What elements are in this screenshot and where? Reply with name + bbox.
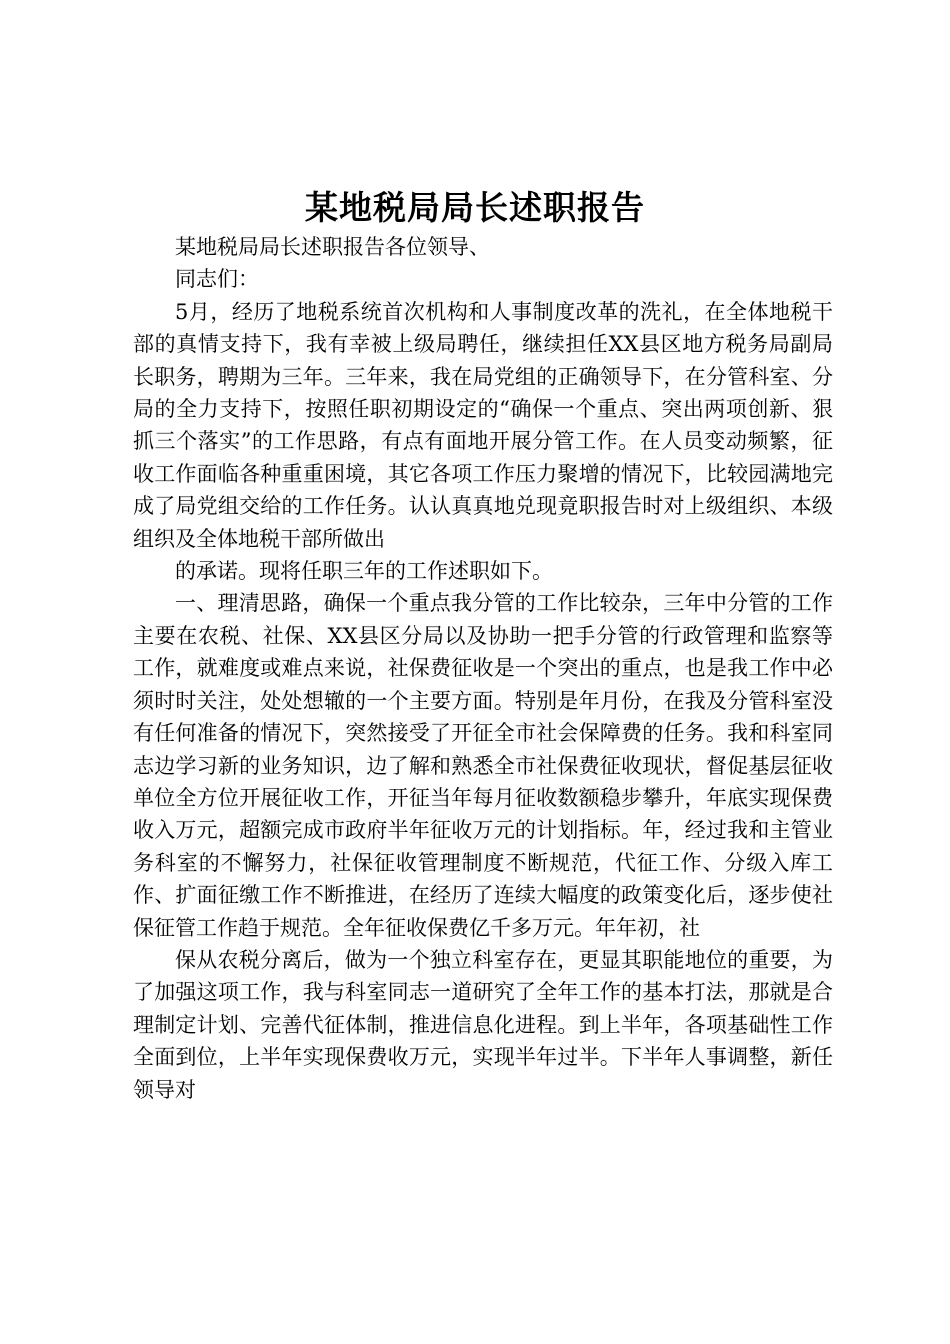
document-body [133,231,833,1106]
salutation-line: 某地税局局长述职报告各位领导、 [175,235,490,259]
document-title: 某地税局局长述职报告 [305,188,645,227]
body-paragraph: 5月，经历了地税系统首次机构和人事制度改革的洗礼，在全体地税干部的真情支持下，我有幸被上级局聘任，继续担任XX县区地方税务局副局长职务，聘期为三年。三年来，我在局党组的正确领导下，在分管科室、分局的全力支持下，按照任职初期设定的“确保一个重点、突出两项创新、狠抓三个落实”的工作思路，有点有面地开展分管工作。在人员变动频繁，征收工作面临各种重重困境，其它各项工作压力聚增的情况下，比较园满地完成了局党组交给的工作任务。认认真真地兑现竟职报告时对上级组织、本级组织及全体地税干部所做出 [133,299,833,551]
salutation-continuation: 同志们： [175,267,259,292]
body-paragraph: 一、理清思路，确保一个重点我分管的工作比较杂，三年中分管的工作主要在农税、社保、XX县区分局以及协助一把手分管的行政管理和监察等工作，就难度或难点来说，社保费征收是一个突出的重点，也是我工作中必须时时关注，处处想辙的一个主要方面。特别是年月份，在我及分管科室没有任何准备的情况下，突然接受了开征全市社会保障费的任务。我和科室同志边学习新的业务知识，边了解和熟悉全市社保费征收现状，督促基层征收单位全方位开展征收工作，开征当年每月征收数额稳步攀升，年底实现保费收入万元，超额完成市政府半年征收万元的计划指标。年，经过我和主管业务科室的不懈努力，社保征收管理制度不断规范，代征工作、分级入库工作、扩面征缴工作不断推进，在经历了连续大幅度的政策变化后，逐步使社保征管工作趋于规范。全年征收保费亿千多万元。年年初，社 [133,591,833,940]
body-paragraph: 保从农税分离后，做为一个独立科室存在，更显其职能地位的重要，为了加强这项工作，我与科室同志一道研究了全年工作的基本打法，那就是合理制定计划、完善代征体制，推进信息化进程。到上半年，各项基础性工作全面到位，上半年实现保费收万元，实现半年过半。下半年人事调整，新任领导对 [133,947,833,1102]
body-paragraph: 的承诺。现将任职三年的工作述职如下。 [175,559,553,584]
